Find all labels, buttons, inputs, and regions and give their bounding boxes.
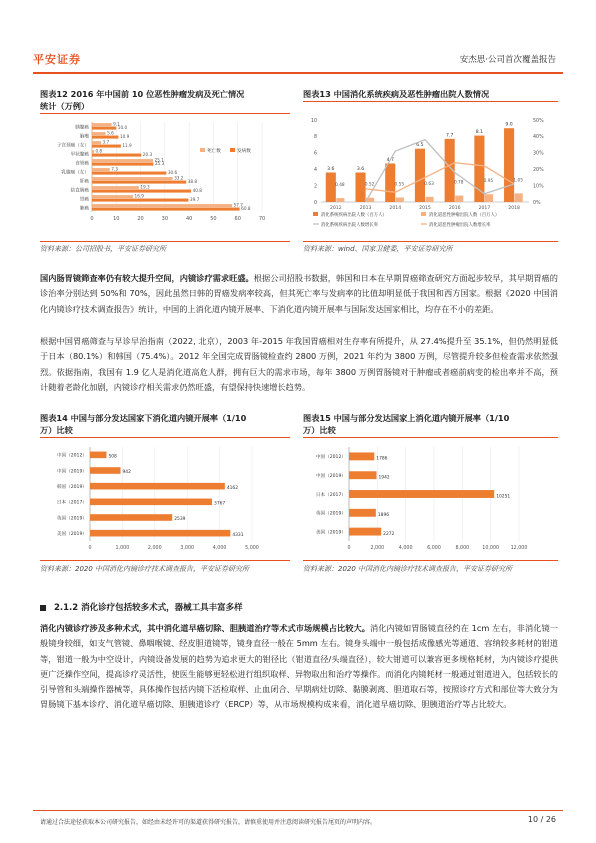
fig13-legend-swatch (421, 212, 426, 216)
fig15-bar (349, 471, 377, 479)
fig15-category-label: 英国（2019） (315, 511, 346, 517)
fig13-bar-tumor-discharges (485, 194, 493, 202)
fig13-title-rule (303, 101, 558, 102)
fig12-chart (40, 116, 292, 228)
fig13-bar-label: 9.0 (505, 122, 513, 128)
fig14-bar (90, 452, 106, 459)
fig13-small-bar-label: 1.05 (513, 178, 523, 184)
fig12-bar-incidence (92, 154, 141, 157)
fig14-x-tick-label: 2,000 (147, 546, 162, 551)
fig12-x-tick-label: 0 (90, 216, 94, 222)
fig14-bar (90, 499, 212, 506)
fig14-value-label: 942 (122, 470, 131, 476)
fig13-legend-swatch (313, 212, 318, 216)
fig15-x-tick-label: 8,000 (455, 546, 470, 551)
fig14-category-label: 韩国（2019） (56, 484, 87, 490)
fig12-legend-label: 死亡数 (207, 149, 221, 154)
fig13-right-tick-label: 30% (533, 151, 544, 157)
fig15-chart (303, 441, 559, 557)
fig12-bar-incidence (92, 181, 186, 184)
fig15-x-tick-label: 0 (347, 546, 351, 551)
fig14-x-tick-label: 0 (88, 546, 92, 551)
fig12-value-label: 25.3 (154, 161, 165, 167)
footer-disclaimer: 请通过合法途径获取本公司研究报告，如经由未经许可的渠道获得研究报告，请慎重使用并注意阅读研究报告尾页的声明内容。 (40, 819, 377, 826)
paragraph-gastric-cancer: 根据中国胃癌筛查与早诊早治指南（2022, 北京），2003 年-2015 年我国胃癌相对生存率有所提升，从 27.4%提升至 35.1%，但仍然明显低于日本（80.1%）和韩国（75.4%）。2012 年全国完成胃肠镜检查约 2800 万例，2021 年约为 3800 万例，尽管提升较多但检查需求依然强烈。依据指南，我国有 1.9 亿人是消化道高危人群，拥有巨大的需求市场，每年 3800 万例胃肠镜对于肿瘤或者癌前病变的检出率并不高，预计随着老龄化加剧，内镜诊疗相关需求仍然旺盛，有望保持快速增长趋势。 (40, 336, 558, 392)
paragraph-endoscopy-body: 消化内镜如胃肠镜直径约在 1cm 左右，非消化镜一般镜身较细，如支气管镜、鼻咽喉镜、经皮胆道镜等，镜身直径一般在 5mm 左右。镜身头端中一般包括成像感光等通道、容纳较多耗材的钳道等，钳道一般为中空设计，内镜设备发展的趋势为追求更大的钳径比（钳道直径/头端直径），较大钳道可以兼容更多规格耗材，为内镜诊疗提供更广泛操作空间，提高诊疗灵活性，使医生能够更轻松进行组织取样、异物取出和治疗等操作。而消化内镜耗材一般通过钳道进入，包括较长的引导管和头端操作器械等，具体操作包括内镜下活检取样、止血闭合、早期病灶切除、黏膜剥离、胆道取石等，按照诊疗方式和部位等大致分为胃肠镜下基本诊疗、消化道早癌切除、胆胰道诊疗（ERCP）等，从市场规模构成来看，消化道早癌切除、胆胰道治疗等占比较大。 (40, 623, 558, 710)
fig14-category-label: 日本（2017） (56, 500, 87, 506)
fig12-bar-deaths (92, 204, 232, 207)
fig15-x-tick-label: 12,000 (510, 546, 528, 551)
fig13-bar-label: 8.1 (475, 130, 484, 136)
fig12-title-line1: 图表12 2016 年中国前 10 位恶性肿瘤发病及死亡情况 (40, 89, 245, 99)
fig12-value-label: 33.2 (174, 175, 184, 181)
fig12-value-label: 57.7 (233, 202, 243, 208)
fig12-bar-deaths (92, 150, 94, 153)
fig13-bar-tumor-discharges (426, 197, 434, 202)
fig15-value-label: 1896 (377, 513, 390, 519)
fig12-category-label: 肝癌 (79, 179, 89, 185)
fig12-category-label: 胰腺癌 (75, 125, 89, 131)
fig15-bar (349, 528, 381, 536)
fig12-value-label: 7.3 (111, 166, 118, 172)
page-number: 10 / 26 (527, 815, 556, 824)
fig14-source: 资料来源：2020 中国消化内镜诊疗技术调查报告，平安证券研究所 (40, 565, 250, 573)
fig13-x-tick-label: 2014 (389, 206, 402, 211)
fig14-title (40, 412, 290, 436)
fig12-bar-incidence (92, 127, 116, 130)
paragraph-endoscopy (40, 621, 558, 713)
fig13-chart (303, 112, 559, 238)
fig14-source-rule (40, 560, 290, 561)
fig13-legend-label: 消化道恶性肿瘤出院人数（百万人） (429, 213, 500, 218)
fig12-value-label: 40.8 (192, 188, 202, 194)
fig15-category-label: 中国（2019） (315, 474, 346, 479)
section-heading (40, 601, 243, 613)
fig13-bar-digestive-discharges (415, 149, 425, 202)
fig12-value-label: 16.9 (134, 193, 144, 199)
fig12-value-label: 60.8 (241, 206, 251, 212)
fig13-bar-tumor-discharges (515, 193, 523, 202)
fig13-x-tick-label: 2016 (448, 206, 461, 211)
fig15-bar (349, 452, 374, 460)
fig15-x-tick-label: 4,000 (398, 546, 413, 551)
fig13-bar-label: 6.5 (416, 143, 424, 149)
fig15-title-line1: 图表15 中国与部分发达国家上消化道内镜开展率（1/10 (303, 413, 510, 423)
fig13-legend-label: 消化道恶性肿瘤出院人数增长率 (429, 223, 491, 228)
fig12-title-rule (40, 113, 290, 114)
fig14-chart (40, 441, 292, 557)
fig12-value-label: 10.9 (119, 134, 130, 140)
fig12-value-label: 9.1 (113, 121, 120, 127)
fig12-bar-deaths (92, 168, 110, 171)
header-divider (33, 72, 563, 74)
fig15-value-label: 1786 (376, 456, 388, 462)
company-logo: 平安证券 (33, 53, 81, 66)
fig13-small-bar-label: 0.95 (483, 179, 494, 185)
fig15-x-tick-label: 2,000 (370, 546, 385, 551)
fig12-legend-swatch (230, 148, 235, 152)
fig12-bar-deaths (92, 132, 106, 135)
fig12-value-label: 0.8 (95, 148, 103, 154)
fig12-bar-incidence (92, 199, 188, 202)
fig15-source: 资料来源：2020 中国消化内镜诊疗技术调查报告，平安证券研究所 (303, 565, 513, 573)
fig12-bar-deaths (92, 141, 101, 144)
fig12-value-label: 10.0 (117, 125, 128, 131)
fig13-small-bar-label: 0.78 (453, 180, 464, 186)
fig13-x-tick-label: 2017 (478, 206, 491, 211)
fig12-bar-incidence (92, 136, 118, 139)
fig12-category-label: 食管癌 (75, 161, 89, 167)
fig13-bar-tumor-discharges (396, 197, 404, 202)
report-header-title: 安杰思·公司首次覆盖报告 (459, 55, 556, 65)
fig15-x-tick-label: 10,000 (482, 546, 500, 551)
fig13-small-bar-label: 0.55 (394, 182, 405, 188)
fig13-bar-label: 3.6 (327, 166, 335, 172)
fig15-title (303, 412, 558, 436)
fig12-x-tick-label: 10 (113, 216, 120, 222)
fig13-left-tick-label: 4 (313, 168, 317, 173)
fig14-x-tick-label: 3,000 (180, 546, 195, 551)
fig12-legend-label: 发病数 (237, 149, 251, 154)
fig13-source: 资料来源：wind、国家卫健委，平安证券研究所 (303, 245, 453, 253)
fig12-bar-deaths (92, 159, 153, 162)
fig12-category-label: 脑瘤 (79, 134, 89, 140)
fig14-category-label: 中国（2019） (56, 469, 87, 475)
fig12-category-label: 肺癌 (79, 206, 89, 212)
fig14-value-label: 3767 (214, 501, 226, 507)
fig12-category-label: 结直肠癌 (70, 188, 89, 194)
fig12-bar-deaths (92, 195, 133, 198)
fig15-value-label: 10251 (496, 494, 511, 500)
fig13-bar-tumor-discharges (455, 196, 463, 202)
fig14-category-label: 中国（2012） (56, 453, 87, 459)
fig13-x-tick-label: 2013 (359, 206, 372, 211)
fig14-title-rule (40, 437, 290, 438)
fig12-title-line2: 统计（万例） (40, 101, 90, 111)
fig12-source-rule (40, 241, 290, 242)
fig12-value-label: 5.6 (107, 130, 114, 136)
fig13-legend-label: 消化系统疾病出院人数增长率 (321, 223, 379, 228)
fig15-category-label: 美国（2019） (315, 530, 346, 536)
paragraph-screening (40, 271, 558, 317)
fig13-bar-label: 4.7 (386, 157, 394, 163)
fig14-bar (90, 483, 225, 490)
fig15-bar (349, 490, 494, 498)
fig13-small-bar-label: 0.48 (335, 183, 345, 189)
bullet-square-icon (40, 605, 46, 611)
fig15-source-rule (303, 560, 558, 561)
fig12-category-label: 胃癌 (79, 197, 89, 203)
fig13-left-tick-label: 6 (313, 151, 317, 157)
paragraph-screening-lead: 国内肠胃镜筛查率仍有较大提升空间，内镜诊疗需求旺盛。 (40, 273, 254, 283)
fig12-bar-incidence (92, 172, 166, 175)
fig13-x-tick-label: 2012 (330, 206, 342, 211)
fig15-title-line2: 万）比较 (303, 425, 336, 435)
fig14-title-line2: 万）比较 (40, 425, 73, 435)
fig14-x-tick-label: 1,000 (115, 546, 130, 551)
fig13-x-tick-label: 2015 (419, 206, 431, 211)
fig12-legend-swatch (200, 148, 205, 152)
fig12-bar-deaths (92, 177, 173, 180)
fig15-x-tick-label: 6,000 (427, 546, 441, 551)
fig12-x-tick-label: 70 (258, 216, 266, 222)
fig13-right-tick-label: 0% (533, 200, 541, 206)
fig12-value-label: 20.3 (142, 152, 153, 158)
fig12-x-tick-label: 50 (210, 216, 217, 222)
fig13-small-bar-label: 0.63 (424, 181, 434, 187)
fig13-bar-digestive-discharges (504, 128, 514, 202)
fig14-bar (90, 467, 121, 474)
fig13-title: 图表13 中国消化系统疾病及恶性肿瘤出院人数情况 (303, 89, 490, 99)
fig12-category-label: 乳腺癌（女） (61, 170, 89, 176)
fig12-value-label: 38.8 (187, 179, 198, 185)
fig13-right-tick-label: 40% (533, 135, 544, 141)
paragraph-screening-body: 根据公司招股书数据，韩国和日本在早期胃癌筛查研究方面起步较早，其早期胃癌的诊治率分别达到 50%和 70%，因此虽然日韩的胃癌发病率较高，但其死亡率与发病率的比值却明显低于我国和西方国家。根据《2020 中国消化内镜诊疗技术调查报告》统计，中国的上消化道内镜开展率、下消化道内镜开展率与国际发达国家相比，均存在不小的差距。 (40, 273, 558, 314)
fig12-value-label: 3.7 (102, 139, 110, 145)
footer-divider (33, 810, 563, 811)
fig13-legend-label: 消化系统疾病出院人数（百万人） (321, 213, 387, 218)
fig14-value-label: 508 (108, 454, 117, 460)
fig12-source: 资料来源：公司招股书，平安证券研究所 (40, 245, 166, 253)
section-heading-text: 2.1.2 消化诊疗包括较多术式，器械工具丰富多样 (54, 603, 243, 613)
fig12-category-label: 子宫颈癌（女） (56, 143, 89, 149)
fig15-category-label: 日本（2017） (315, 492, 346, 498)
fig12-value-label: 19.3 (140, 184, 150, 190)
fig12-bar-deaths (92, 186, 139, 189)
fig14-value-label: 2539 (174, 517, 186, 523)
fig15-title-rule (303, 437, 558, 438)
fig12-value-label: 39.7 (189, 197, 200, 203)
fig15-bar (349, 509, 376, 517)
fig12-x-tick-label: 40 (185, 216, 193, 222)
paragraph-endoscopy-lead: 消化内镜诊疗涉及多种术式，其中消化道早癌切除、胆胰道治疗等术式市场规模占比较大。 (40, 623, 371, 633)
fig13-small-bar-label: 0.52 (364, 182, 375, 188)
fig12-bar-deaths (92, 123, 112, 126)
fig14-bar (90, 514, 172, 521)
fig14-title-line1: 图表14 中国与部分发达国家下消化道内镜开展率（1/10 (40, 413, 247, 423)
fig12-value-label: 11.9 (122, 143, 132, 149)
fig12-bar-incidence (92, 208, 240, 211)
fig15-value-label: 1942 (378, 475, 390, 481)
fig13-right-tick-label: 10% (533, 184, 544, 190)
fig13-bar-label: 3.6 (356, 166, 365, 172)
fig13-source-rule (303, 241, 558, 242)
fig14-category-label: 英国（2019） (56, 516, 87, 522)
fig12-bar-incidence (92, 163, 153, 166)
fig12-bar-incidence (92, 190, 191, 193)
fig14-category-label: 美国（2019） (56, 531, 87, 537)
fig12-value-label: 30.6 (167, 170, 178, 176)
fig15-value-label: 2272 (383, 531, 395, 537)
fig13-x-tick-label: 2018 (508, 206, 520, 211)
fig14-x-tick-label: 4,000 (212, 546, 227, 551)
fig14-value-label: 4162 (226, 485, 239, 491)
fig12-x-tick-label: 60 (234, 216, 241, 222)
fig15-category-label: 中国（2012） (315, 455, 346, 461)
fig14-bar (90, 530, 230, 537)
fig13-right-tick-label: 20% (533, 168, 544, 173)
fig13-left-tick-label: 0 (313, 200, 317, 206)
fig14-x-tick-label: 5,000 (245, 546, 259, 551)
fig12-x-tick-label: 20 (137, 216, 144, 222)
fig12-value-label: 25.1 (154, 157, 164, 163)
fig12-bar-incidence (92, 145, 121, 148)
fig13-bar-label: 7.7 (446, 133, 454, 139)
fig13-left-tick-label: 10 (310, 118, 317, 124)
fig13-left-tick-label: 2 (313, 184, 317, 190)
fig13-bar-tumor-discharges (336, 198, 344, 202)
fig13-right-tick-label: 50% (533, 118, 544, 124)
fig12-title (40, 88, 290, 112)
fig12-category-label: 甲状腺癌 (70, 152, 89, 158)
fig14-value-label: 4331 (232, 532, 244, 538)
fig12-x-tick-label: 30 (161, 216, 169, 222)
fig13-left-tick-label: 8 (313, 135, 317, 141)
